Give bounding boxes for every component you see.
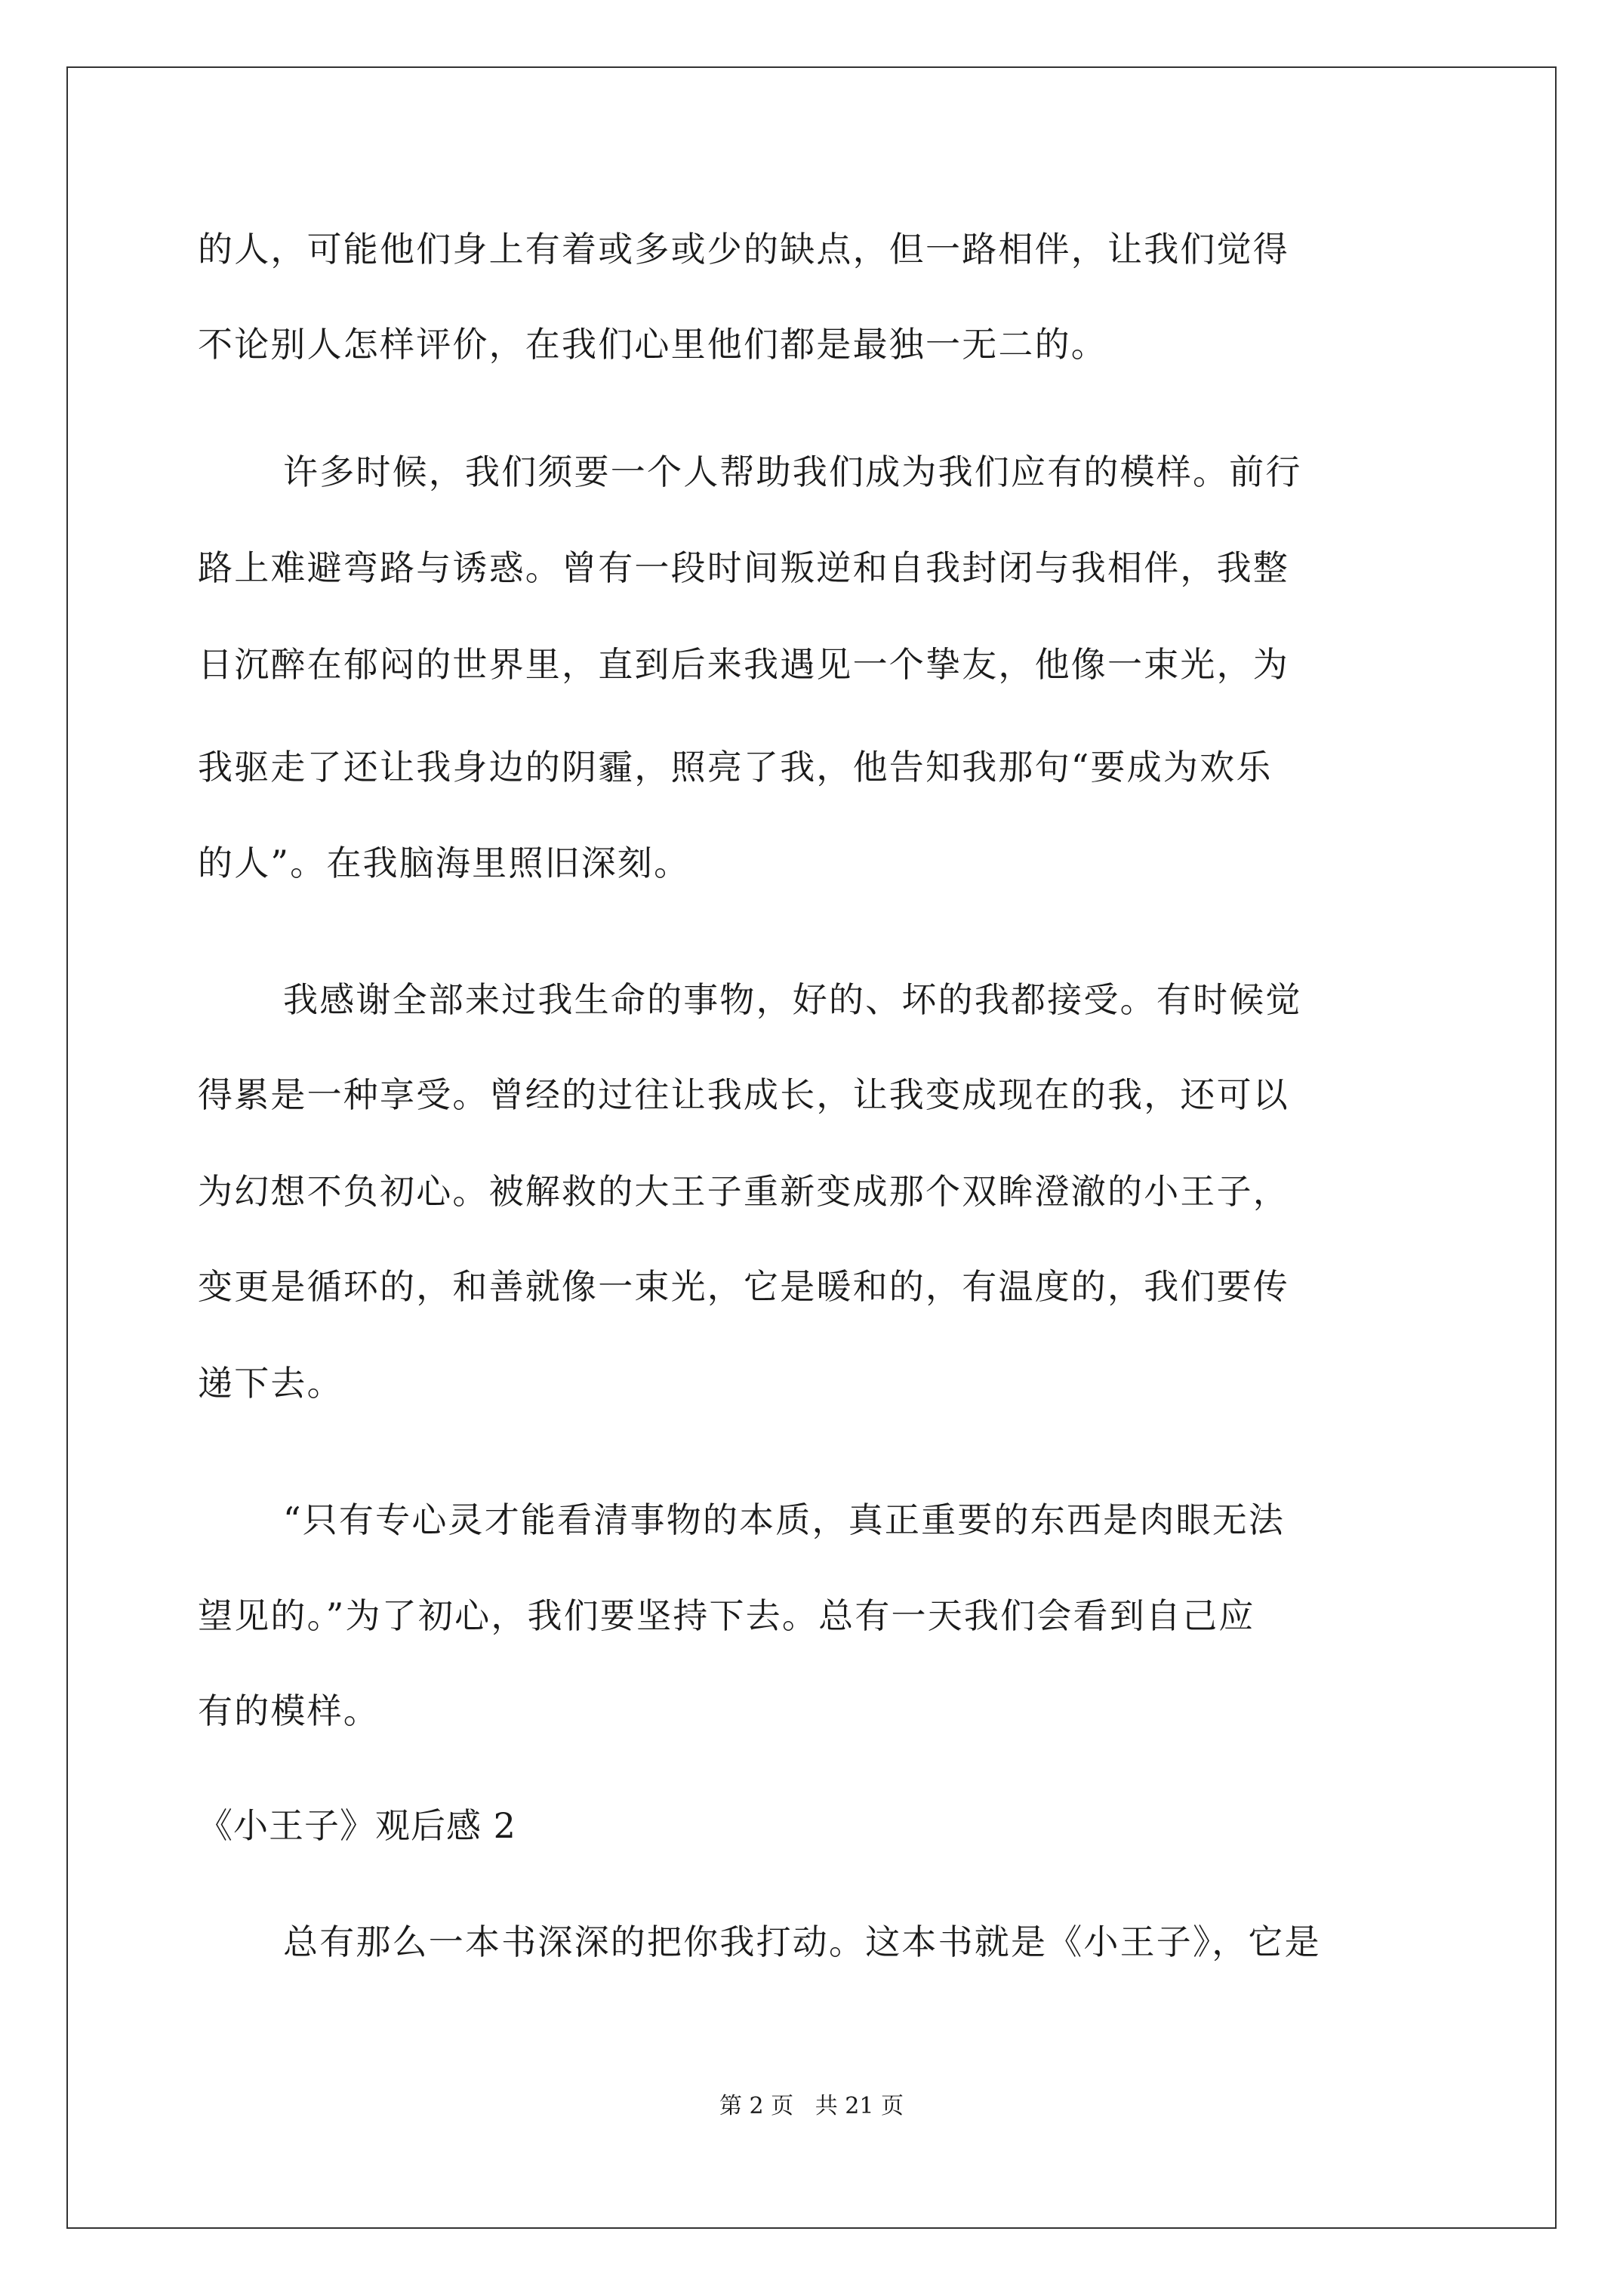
text-line: 为幻想不负初心。被解救的大王子重新变成那个双眸澄澈的小王子， [198,1171,1289,1212]
text-line: 我驱走了还让我身边的阴霾，照亮了我，他告知我那句“要成为欢乐 [198,747,1273,787]
text-line: “只有专心灵才能看清事物的本质，真正重要的东西是肉眼无法 [283,1499,1286,1540]
text-line: 总有那么一本书深深的把你我打动。这本书就是《小王子》，它是 [283,1922,1321,1962]
text-line: 有的模样。 [198,1690,380,1731]
text-line: 日沉醉在郁闷的世界里，直到后来我遇见一个挚友，他像一束光，为 [198,644,1289,685]
text-line: 变更是循环的，和善就像一束光，它是暖和的，有温度的，我们要传 [198,1266,1289,1307]
text-line: 路上难避弯路与诱惑。曾有一段时间叛逆和自我封闭与我相伴，我整 [198,547,1289,588]
text-line: 我感谢全部来过我生命的事物，好的、坏的我都接受。有时候觉 [283,979,1302,1020]
section-heading: 《小王子》观后感 2 [198,1805,516,1846]
text-line: 不论别人怎样评价，在我们心里他们都是最独一无二的。 [198,324,1107,365]
text-line: 递下去。 [198,1363,343,1404]
text-line: 得累是一种享受。曾经的过往让我成长，让我变成现在的我，还可以 [198,1074,1289,1115]
page-number-footer: 第 2 页 共 21 页 [719,2093,904,2119]
text-line: 的人，可能他们身上有着或多或少的缺点，但一路相伴，让我们觉得 [198,229,1289,270]
text-line: 望见的。”为了初心，我们要坚持下去。总有一天我们会看到自己应 [198,1595,1255,1636]
text-line: 的人”。在我脑海里照旧深刻。 [198,843,691,883]
text-line: 许多时候，我们须要一个人帮助我们成为我们应有的模样。前行 [283,451,1302,492]
page-border [66,66,1557,2229]
